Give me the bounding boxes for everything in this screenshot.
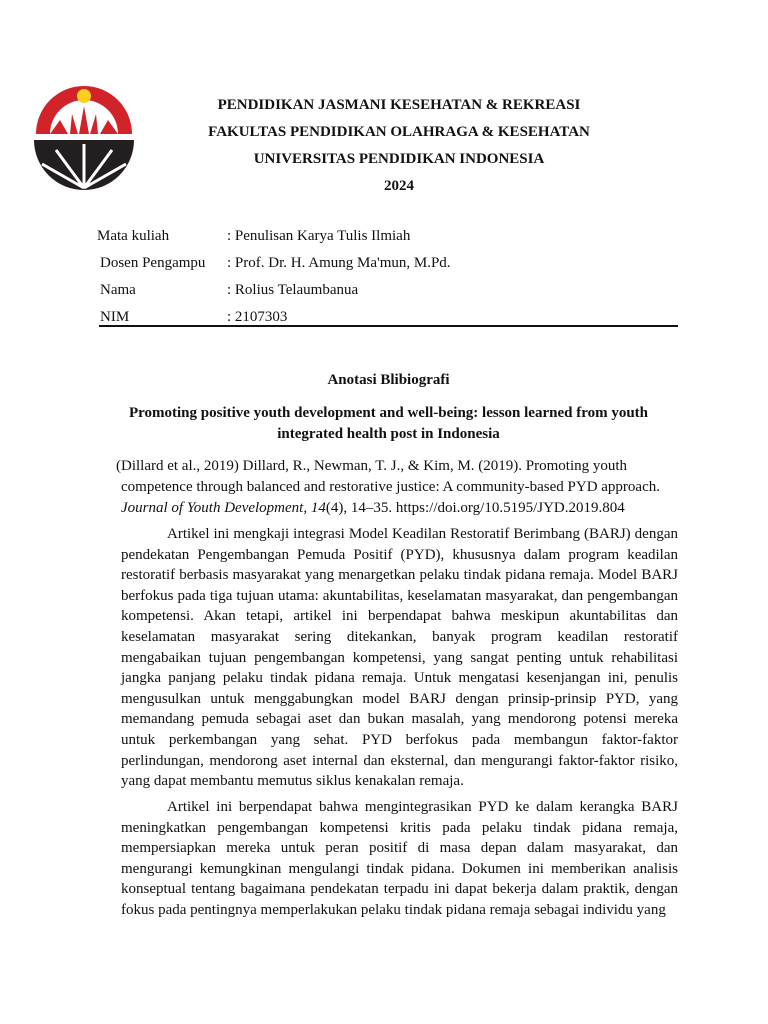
citation-line-1: (Dillard et al., 2019) Dillard, R., Newman, T. J., & Kim, M. (2019). Promoting youth (116, 458, 628, 474)
upi-logo (32, 84, 136, 190)
info-value: : Penulisan Karya Tulis Ilmiah (227, 228, 411, 244)
annotation-paragraph: Artikel ini berpendapat bahwa mengintegrasikan PYD ke dalam kerangka BARJ meningkatkan pengembangan kompetensi kritis pada pelaku tindak pidana remaja, mempersiapkan mereka untuk peran positif di masa depan dalam masyarakat, dan mengurangi kemungkinan mengulangi tindak pidana. Dokumen ini memberikan analisis konseptual tentang bagaimana pendekatan terpadu ini dapat bekerja dalam praktik, dengan fokus pada pentingnya memperlakukan pelaku tindak pidana remaja sebagai individu yang (121, 799, 678, 918)
document-header (150, 92, 648, 200)
info-row-nim (97, 305, 679, 332)
section-title: Anotasi Blibiografi (327, 372, 450, 388)
header-divider (99, 325, 678, 327)
info-label: Mata kuliah (97, 228, 170, 244)
info-label: NIM (100, 309, 130, 325)
info-row-name (97, 278, 679, 305)
logo-yellow-dot (77, 89, 91, 103)
citation-doi: (4), 14–35. https://doi.org/10.5195/JYD.2019.804 (325, 500, 625, 516)
citation-journal: Journal of Youth Development, 14 (121, 500, 326, 516)
header-university: UNIVERSITAS PENDIDIKAN INDONESIA (253, 151, 545, 167)
info-row-course (97, 224, 679, 251)
course-info (97, 224, 679, 332)
citation-line-3 (116, 498, 686, 519)
logo-red-flame (79, 106, 89, 134)
header-department: PENDIDIKAN JASMANI KESEHATAN & REKREASI (217, 97, 581, 113)
annotation-paragraph: Artikel ini mengkaji integrasi Model Keadilan Restoratif Berimbang (BARJ) dengan pendekatan Pengembangan Pemuda Positif (PYD), khususnya dalam program keadilan restoratif berbasis masyarakat yang menargetkan pelaku tindak pidana remaja. Model BARJ berfokus pada tiga tujuan utama: akuntabilitas, keselamatan masyarakat, dan pengembangan kompetensi. Akan tetapi, artikel ini berpendapat bahwa meskipun akuntabilitas dan keselamatan masyarakat sering ditekankan, banyak program keadilan restoratif mengabaikan tujuan pengembangan kompetensi, yang sangat penting untuk rehabilitasi jangka panjang pelaku tindak pidana remaja. Untuk mengatasi kesenjangan ini, penulis mengusulkan untuk menggabungkan model BARJ dengan prinsip-prinsip PYD, yang memandang pemuda sebagai aset dan bukan masalah, yang mendorong potensi mereka untuk perkembangan yang sehat. PYD berfokus pada membangun faktor-faktor perlindungan, mendorong aset internal dan eksternal, dan mengurangi faktor-faktor risiko, yang dapat membantu memutus siklus kenakalan remaja. (121, 526, 678, 790)
info-label: Nama (100, 282, 136, 298)
info-value: : Prof. Dr. H. Amung Ma'mun, M.Pd. (227, 255, 451, 271)
info-label: Dosen Pengampu (100, 255, 206, 271)
citation-line-2: competence through balanced and restorative justice: A community-based PYD approach. (121, 479, 660, 495)
info-row-lecturer (97, 251, 679, 278)
citation (116, 456, 686, 519)
info-value: : Rolius Telaumbanua (227, 282, 359, 298)
header-year: 2024 (384, 178, 414, 194)
info-value: : 2107303 (227, 309, 288, 325)
article-title: Promoting positive youth development and well-being: lesson learned from youth integrated health post in Indonesia (128, 405, 649, 442)
header-faculty: FAKULTAS PENDIDIKAN OLAHRAGA & KESEHATAN (208, 124, 590, 140)
